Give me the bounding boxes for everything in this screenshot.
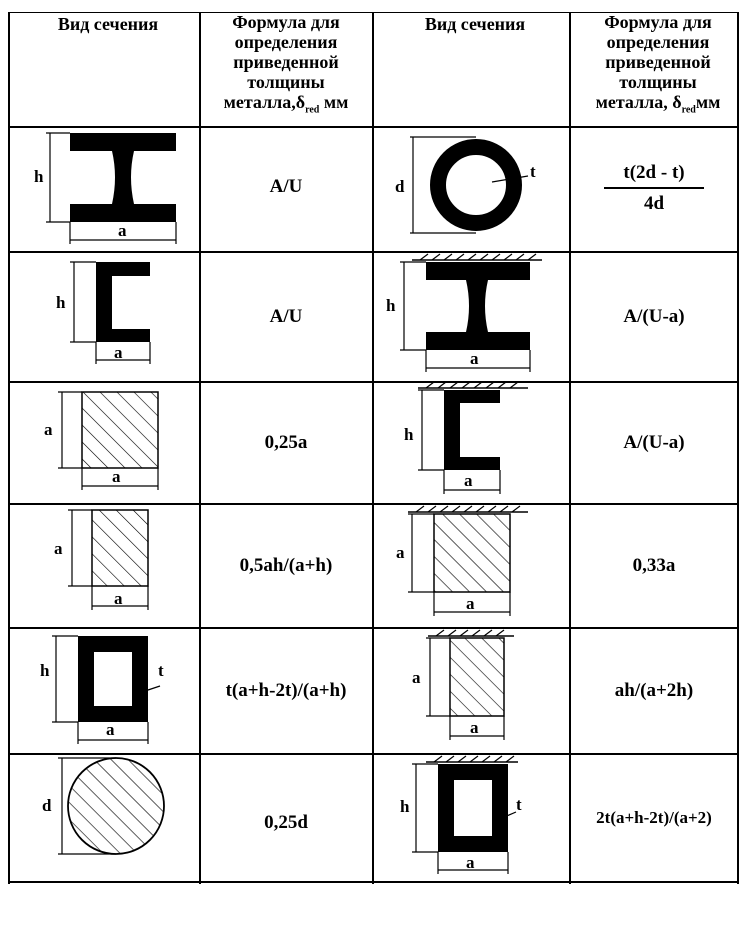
label-a: a <box>44 420 53 439</box>
header-section-view-left: Вид сечения <box>57 14 159 34</box>
formula-row3-left: 0,25a <box>264 432 308 453</box>
label-h: h <box>40 661 50 680</box>
label-a: a <box>466 853 475 872</box>
label-a: a <box>106 720 115 739</box>
section-square <box>58 392 158 490</box>
label-a: a <box>118 221 127 240</box>
label-d: d <box>395 177 405 196</box>
label-h: h <box>56 293 66 312</box>
formula-row5-left: t(a+h-2t)/(a+h) <box>225 680 347 701</box>
label-h: h <box>34 167 44 186</box>
label-a: a <box>466 594 475 613</box>
formula-row6-left: 0,25d <box>264 812 308 833</box>
formula-row4-right: 0,33a <box>632 555 676 576</box>
formula-row1-left: A/U <box>269 176 303 197</box>
section-rectangle <box>68 510 148 610</box>
section-ibeam <box>46 133 176 244</box>
label-a: a <box>114 343 123 362</box>
header-section-view-right: Вид сечения <box>424 14 526 34</box>
label-t: t <box>530 162 536 181</box>
header-formula-right: Формула для определения приведенной толщины металла, $\delta_{red}мм$ <box>595 12 721 116</box>
section-circle <box>58 758 164 854</box>
formula-row4-left: 0,5ah/(a+h) <box>239 555 333 576</box>
section-channel-wall <box>418 382 528 494</box>
label-t: t <box>158 661 164 680</box>
label-t: t <box>516 795 522 814</box>
label-d: d <box>42 796 52 815</box>
section-hollow-rectangle-wall <box>412 756 518 874</box>
label-h: h <box>404 425 414 444</box>
label-a: a <box>412 668 421 687</box>
label-a: a <box>112 467 121 486</box>
label-a: a <box>114 589 123 608</box>
section-channel <box>70 262 150 364</box>
formula-row2-left: A/U <box>269 306 303 327</box>
label-a: a <box>54 539 63 558</box>
formula-row5-right: ah/(a+2h) <box>614 680 694 701</box>
label-a: a <box>396 543 405 562</box>
formula-row3-right: A/(U-a) <box>623 432 685 453</box>
formula-row2-right: A/(U-a) <box>623 306 685 327</box>
header-formula-left: Формула для определения приведенной толщины $металла,\delta_{red}$ мм <box>223 12 349 116</box>
label-h: h <box>400 797 410 816</box>
label-h: h <box>386 296 396 315</box>
formula-row1-right: $\frac{t(2d - t)}{4d}$ <box>570 162 738 215</box>
label-a: a <box>464 471 473 490</box>
label-a: a <box>470 349 479 368</box>
section-ring <box>410 137 528 233</box>
formula-row6-right: 2t(a+h-2t)/(a+2) <box>596 808 712 827</box>
label-a: a <box>470 718 479 737</box>
